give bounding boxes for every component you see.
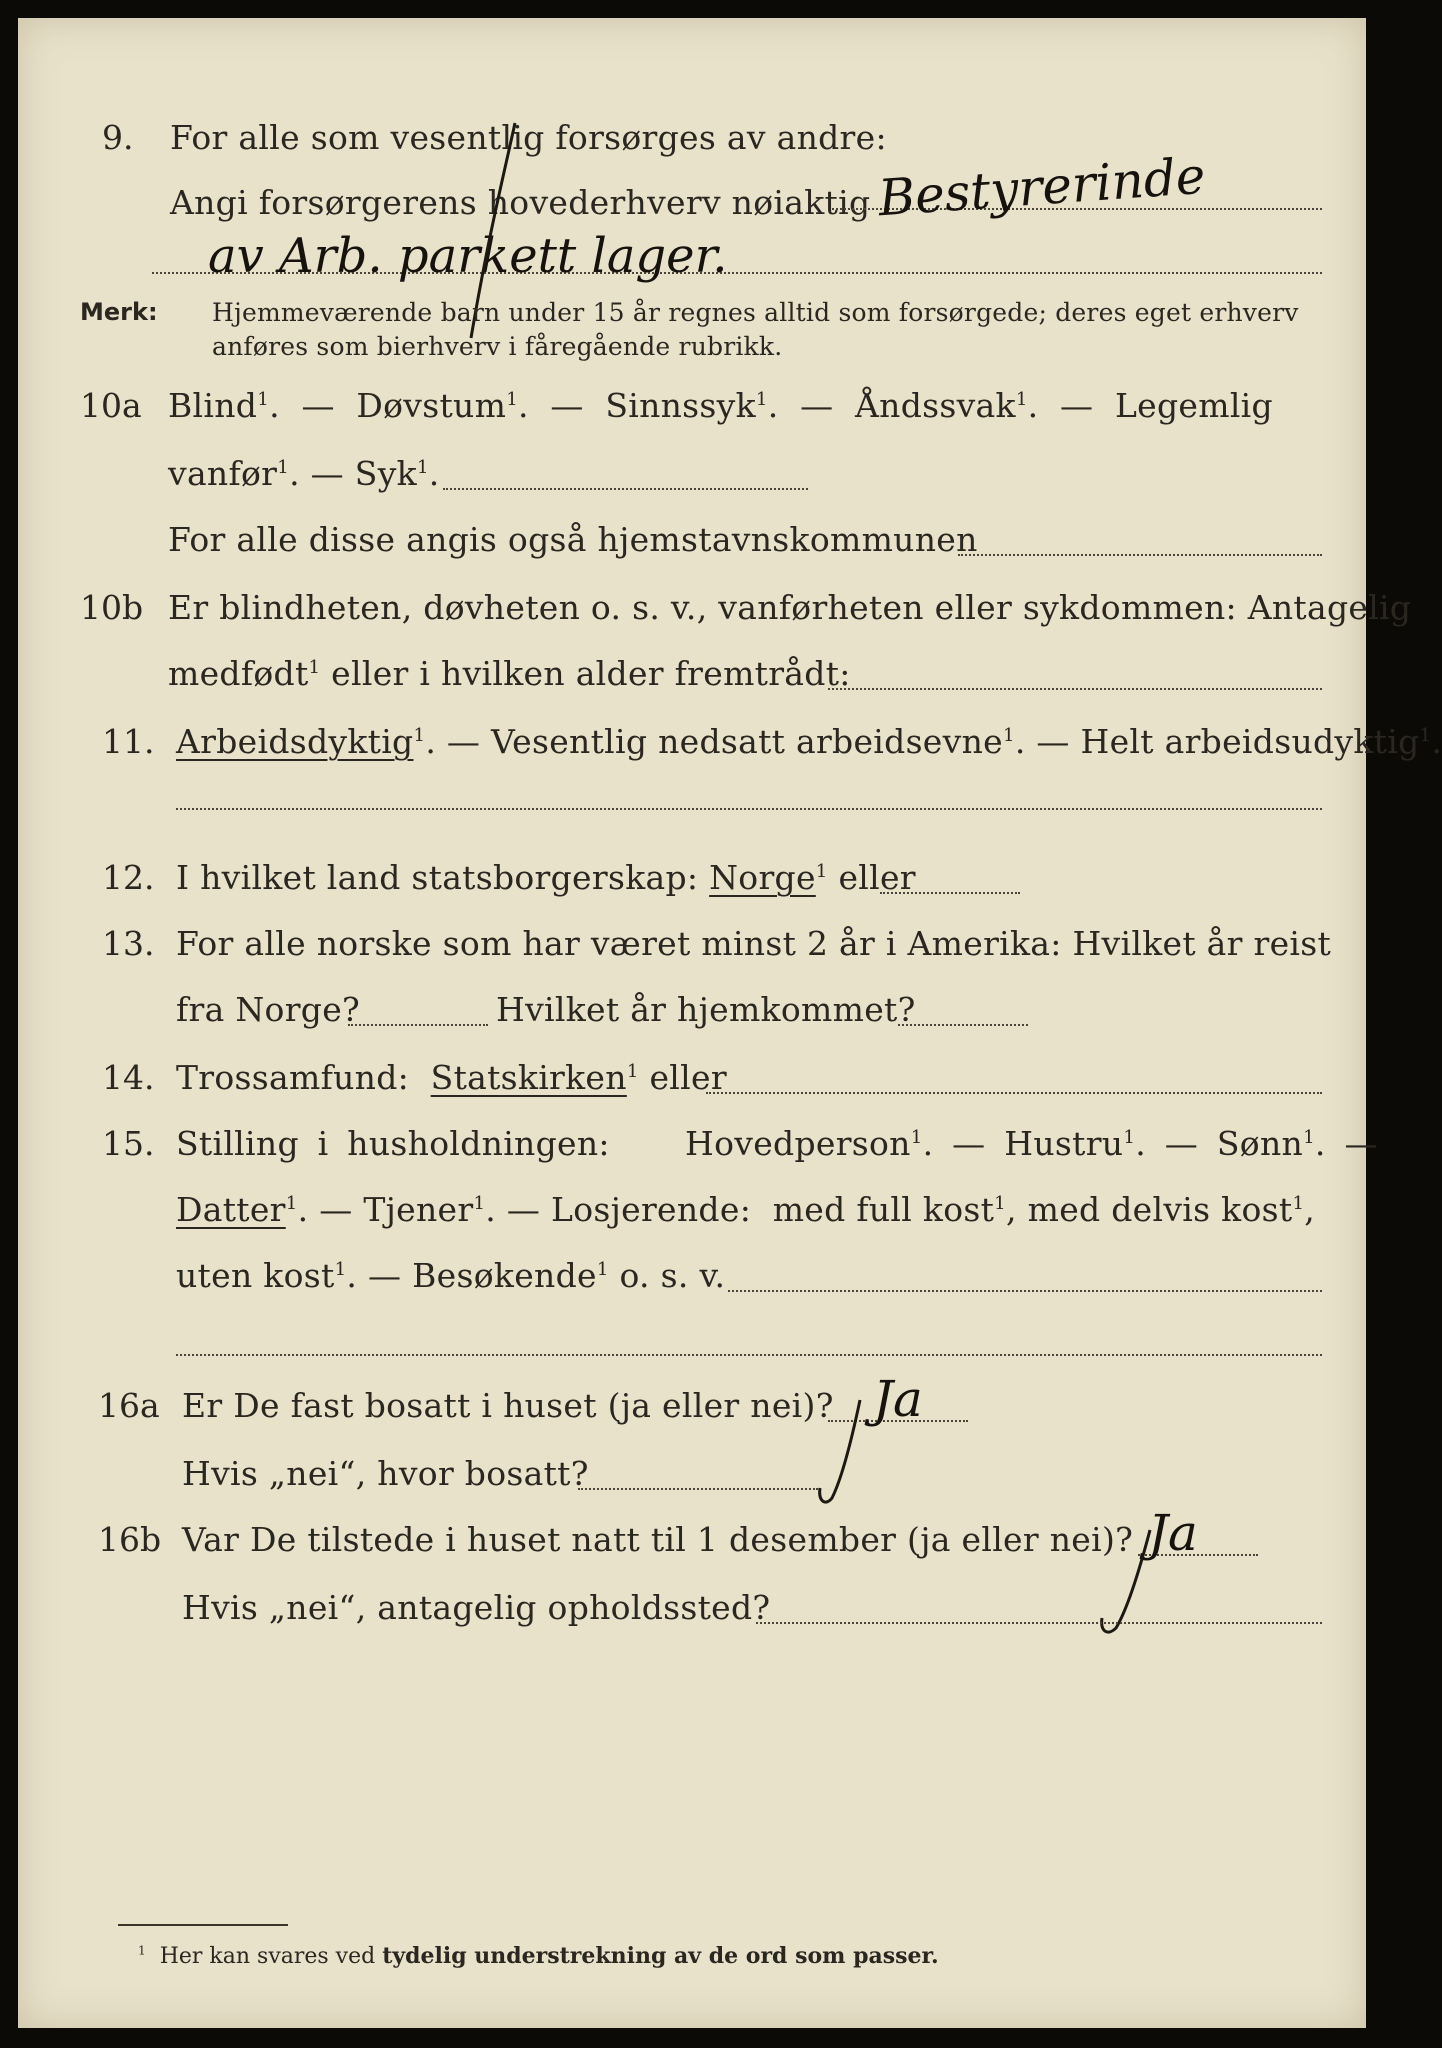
- q16a-line1: Er De fast bosatt i huset (ja eller nei)?: [182, 1386, 834, 1425]
- footnote: $^1$ Her kan svares ved tydelig understrekning av de ord som passer.: [138, 1943, 939, 1969]
- q16a-dotted-line-2: [578, 1488, 818, 1490]
- q10b-number: 10b: [80, 588, 144, 627]
- q10b-dotted-line: [828, 688, 1322, 690]
- opt-besokende: Besøkende: [412, 1256, 597, 1295]
- q10a-line1: Blind$^1$. — Døvstum$^1$. — Sinnssyk$^1$. — Åndssvak$^1$. — Legemlig: [168, 386, 1273, 425]
- opt-udyktig: Helt arbeidsudyktig: [1080, 722, 1420, 761]
- q15-dotted-line: [728, 1290, 1322, 1292]
- opt-norge: Norge: [709, 858, 816, 897]
- merk-label: Merk:: [80, 298, 158, 326]
- opt-nedsatt: Vesentlig nedsatt arbeidsevne: [491, 722, 1003, 761]
- opt-uten-kost: uten kost: [176, 1256, 335, 1295]
- q14-dotted-line: [706, 1092, 1322, 1094]
- q16a-line2: Hvis „nei“, hvor bosatt?: [182, 1454, 589, 1493]
- q10a-dotted-line: [443, 488, 808, 490]
- opt-hovedperson: Hovedperson: [685, 1124, 911, 1163]
- handwritten-stroke-16a: [808, 1398, 868, 1508]
- opt-hustru: Hustru: [1004, 1124, 1124, 1163]
- q11-number: 11.: [102, 722, 155, 761]
- opt-datter: Datter: [176, 1190, 286, 1229]
- q10b-line1: Er blindheten, døvheten o. s. v., vanførheten eller sykdommen: Antagelig: [168, 588, 1412, 627]
- q15-line1: Stilling i husholdningen: Hovedperson$^1$. — Hustru$^1$. — Sønn$^1$. —: [176, 1124, 1378, 1163]
- q16b-number: 16b: [98, 1520, 162, 1559]
- opt-sonn: Sønn: [1216, 1124, 1304, 1163]
- q13-dotted-line-1: [348, 1024, 488, 1026]
- q16a-handwritten-answer: Ja: [873, 1370, 923, 1428]
- opt-sinnssyk: Sinnssyk: [605, 386, 756, 425]
- q11-line: Arbeidsdyktig$^1$. — Vesentlig nedsatt arbeidsevne$^1$. — Helt arbeidsudyktig$^1$.: [176, 722, 1442, 761]
- merk-line1: Hjemmeværende barn under 15 år regnes alltid som forsørgede; deres eget erhverv: [212, 298, 1299, 327]
- q13-line2a: fra Norge?: [176, 990, 361, 1029]
- q10a-line2: vanfør$^1$. — Syk$^1$.: [168, 454, 440, 493]
- opt-arbeidsdyktig: Arbeidsdyktig: [176, 722, 414, 761]
- q13-line1: For alle norske som har været minst 2 år i Amerika: Hvilket år reist: [176, 924, 1332, 963]
- q16b-dotted-line-2: [756, 1622, 1322, 1624]
- q15-number: 15.: [102, 1124, 155, 1163]
- opt-med-full-kost: med full kost: [772, 1190, 995, 1229]
- opt-legemlig: Legemlig: [1114, 386, 1273, 425]
- q16b-line1: Var De tilstede i huset natt til 1 desember (ja eller nei)?: [182, 1520, 1134, 1559]
- q10b-line2: medfødt$^1$ eller i hvilken alder fremtrådt:: [168, 654, 851, 693]
- q9-handwritten-answer-2: av Arb. parkett lager.: [208, 228, 728, 284]
- opt-vanfor: vanfør: [168, 454, 278, 493]
- footnote-rule: [118, 1924, 288, 1926]
- q10a-line3: For alle disse angis også hjemstavnskommunen: [168, 520, 978, 559]
- census-form-page: [18, 18, 1442, 2028]
- q16b-handwritten-answer: Ja: [1148, 1504, 1198, 1562]
- q13-line2b: Hvilket år hjemkommet?: [496, 990, 916, 1029]
- opt-blind: Blind: [168, 386, 258, 425]
- q14-line: Trossamfund: Statskirken$^1$ eller: [176, 1058, 727, 1097]
- q9-handwritten-answer-1: Bestyrerinde: [876, 146, 1208, 228]
- q15-line3: uten kost$^1$. — Besøkende$^1$ o. s. v.: [176, 1256, 726, 1295]
- q16a-number: 16a: [98, 1386, 160, 1425]
- opt-andssvak: Åndssvak: [855, 386, 1016, 425]
- q10a-dotted-line-2: [958, 554, 1322, 556]
- q15-line2: Datter$^1$. — Tjener$^1$. — Losjerende: med full kost$^1$, med delvis kost$^1$,: [176, 1190, 1316, 1229]
- opt-syk: Syk: [354, 454, 417, 493]
- q9-line1: For alle som vesentlig forsørges av andre:: [170, 118, 887, 157]
- q15-dotted-line-2: [176, 1354, 1322, 1356]
- q14-number: 14.: [102, 1058, 155, 1097]
- q11-dotted-line: [176, 808, 1322, 810]
- opt-med-delvis-kost: med delvis kost: [1027, 1190, 1293, 1229]
- opt-dovstum: Døvstum: [356, 386, 507, 425]
- q13-number: 13.: [102, 924, 155, 963]
- q10a-number: 10a: [80, 386, 142, 425]
- q12-number: 12.: [102, 858, 155, 897]
- q12-line: I hvilket land statsborgerskap: Norge$^1$ eller: [176, 858, 916, 897]
- merk-line2: anføres som bierhverv i fåregående rubrikk.: [212, 332, 783, 361]
- opt-tjener: Tjener: [363, 1190, 474, 1229]
- q9-number: 9.: [102, 118, 134, 157]
- opt-statskirken: Statskirken: [430, 1058, 627, 1097]
- q9-line2: Angi forsørgerens hovederhverv nøiaktig: [170, 183, 871, 222]
- q16b-line2: Hvis „nei“, antagelig opholdssted?: [182, 1588, 771, 1627]
- q12-dotted-line: [880, 892, 1020, 894]
- q13-dotted-line-2: [898, 1024, 1028, 1026]
